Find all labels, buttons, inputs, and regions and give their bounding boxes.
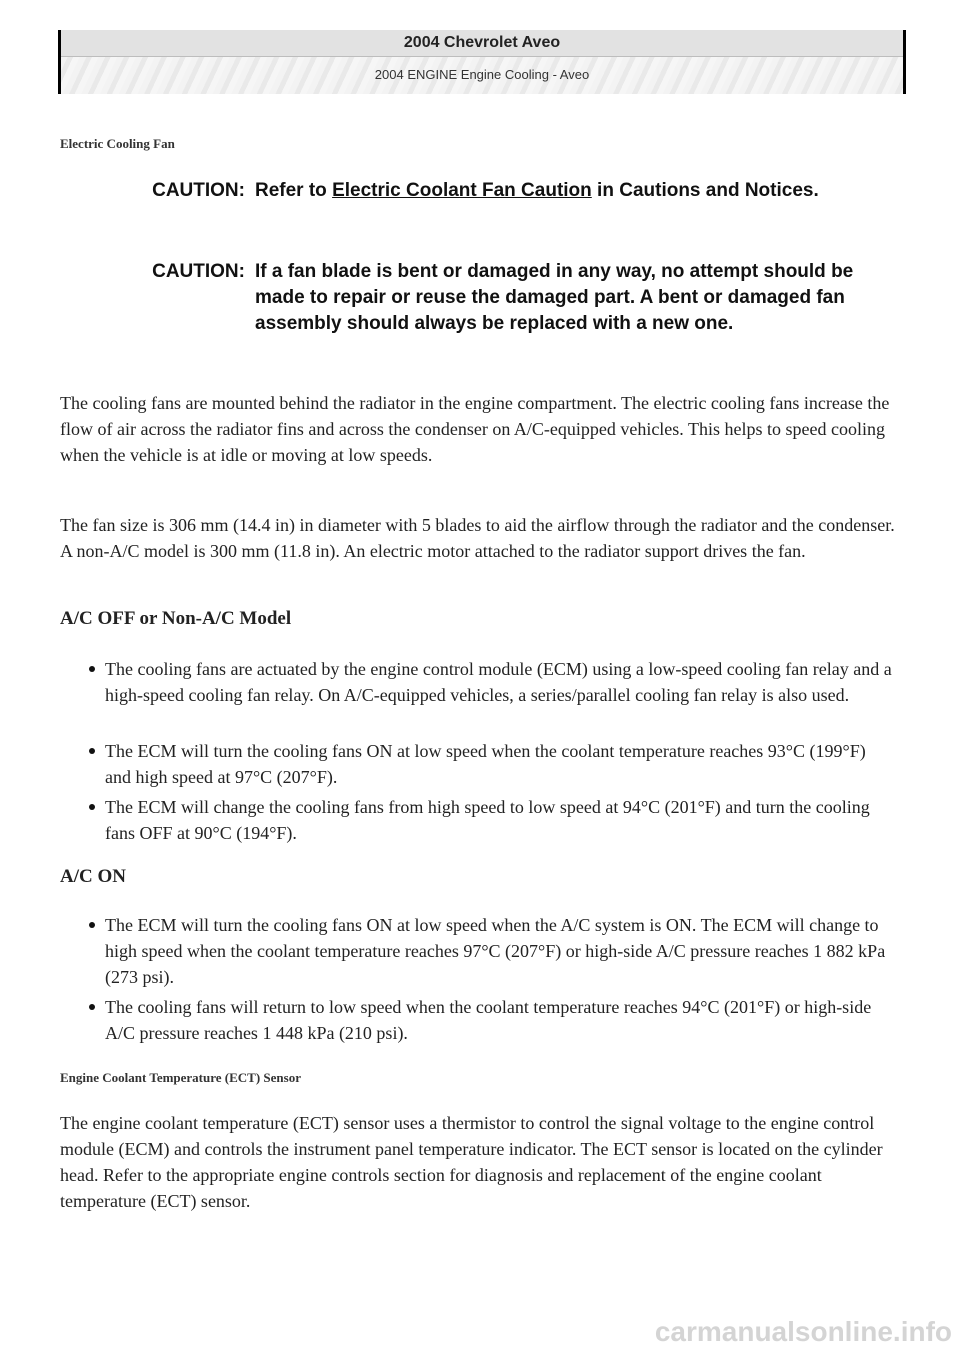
section-heading-ect-sensor: Engine Coolant Temperature (ECT) Sensor: [60, 1070, 301, 1085]
list-item: [105, 912, 895, 990]
caution-text-before: Refer to: [255, 180, 333, 201]
paragraph-ect-sensor: The engine coolant temperature (ECT) sensor uses a thermistor to control the signal voltage to the engine control module (ECM) and controls the instrument panel temperature indicator. The ECT sensor is located on the cylinder head. Refer to the appropriate engine controls section for diagnosis and replacement of the engine coolant temperature (ECT) sensor.: [60, 1113, 883, 1211]
list-item-text: The cooling fans are actuated by the engine control module (ECM) using a low-speed cooling fan relay and a high-speed cooling fan relay. On A/C-equipped vehicles, a series/parallel cooling fan relay is also used.: [105, 659, 892, 705]
list-item: [105, 994, 895, 1046]
list-item-text: The cooling fans will return to low speed when the coolant temperature reaches 94°C (201°F) or high-side A/C pressure reaches 1 448 kPa (210 psi).: [105, 997, 872, 1043]
page-header: [58, 30, 906, 94]
bullet-icon: [89, 748, 95, 754]
paragraph-fan-size: The fan size is 306 mm (14.4 in) in diameter with 5 blades to aid the airflow through the radiator and the condenser. A non-A/C model is 300 mm (11.8 in). An electric motor attached to the radiator support drives the fan.: [60, 515, 895, 561]
caution-text: [255, 178, 905, 204]
section-heading-cooling-fan: Electric Cooling Fan: [60, 136, 175, 151]
bullet-icon: [89, 1004, 95, 1010]
caution-text: If a fan blade is bent or damaged in any way, no attempt should be made to repair or reuse the damaged part. A bent or damaged fan assembly should always be replaced with a new one.: [255, 261, 854, 334]
paragraph-fan-mounting: The cooling fans are mounted behind the radiator in the engine compartment. The electric cooling fans increase the flow of air across the radiator fins and across the condenser on A/C-equipped vehicles. This helps to speed cooling when the vehicle is at idle or moving at low speeds.: [60, 393, 890, 465]
electric-coolant-fan-caution-link[interactable]: Electric Coolant Fan Caution: [332, 180, 592, 201]
caution-label: CAUTION:: [152, 180, 245, 201]
subheading-ac-off: A/C OFF or Non-A/C Model: [60, 608, 292, 629]
caution-block-2: [135, 259, 905, 337]
caution-block-1: [135, 178, 905, 204]
list-item: [105, 738, 895, 790]
document-title: 2004 Chevrolet Aveo: [61, 30, 903, 57]
bullet-icon: [89, 922, 95, 928]
document-subtitle: 2004 ENGINE Engine Cooling - Aveo: [61, 57, 903, 94]
bullet-icon: [89, 804, 95, 810]
bullet-icon: [89, 666, 95, 672]
subheading-ac-on: A/C ON: [60, 866, 126, 887]
caution-label: CAUTION:: [152, 261, 245, 282]
list-item-text: The ECM will turn the cooling fans ON at low speed when the coolant temperature reaches 93°C (199°F) and high speed at 97°C (207°F).: [105, 741, 866, 787]
caution-text-after: in Cautions and Notices.: [591, 180, 819, 201]
list-item: [105, 794, 895, 846]
list-item-text: The ECM will change the cooling fans from high speed to low speed at 94°C (201°F) and turn the cooling fans OFF at 90°C (194°F).: [105, 797, 870, 843]
list-item-text: The ECM will turn the cooling fans ON at low speed when the A/C system is ON. The ECM will change to high speed when the coolant temperature reaches 97°C (207°F) or high-side A/C pressure reaches 1 882 kPa (273 psi).: [105, 915, 886, 987]
list-item: [105, 656, 895, 708]
watermark: carmanualsonline.info: [654, 1316, 952, 1347]
